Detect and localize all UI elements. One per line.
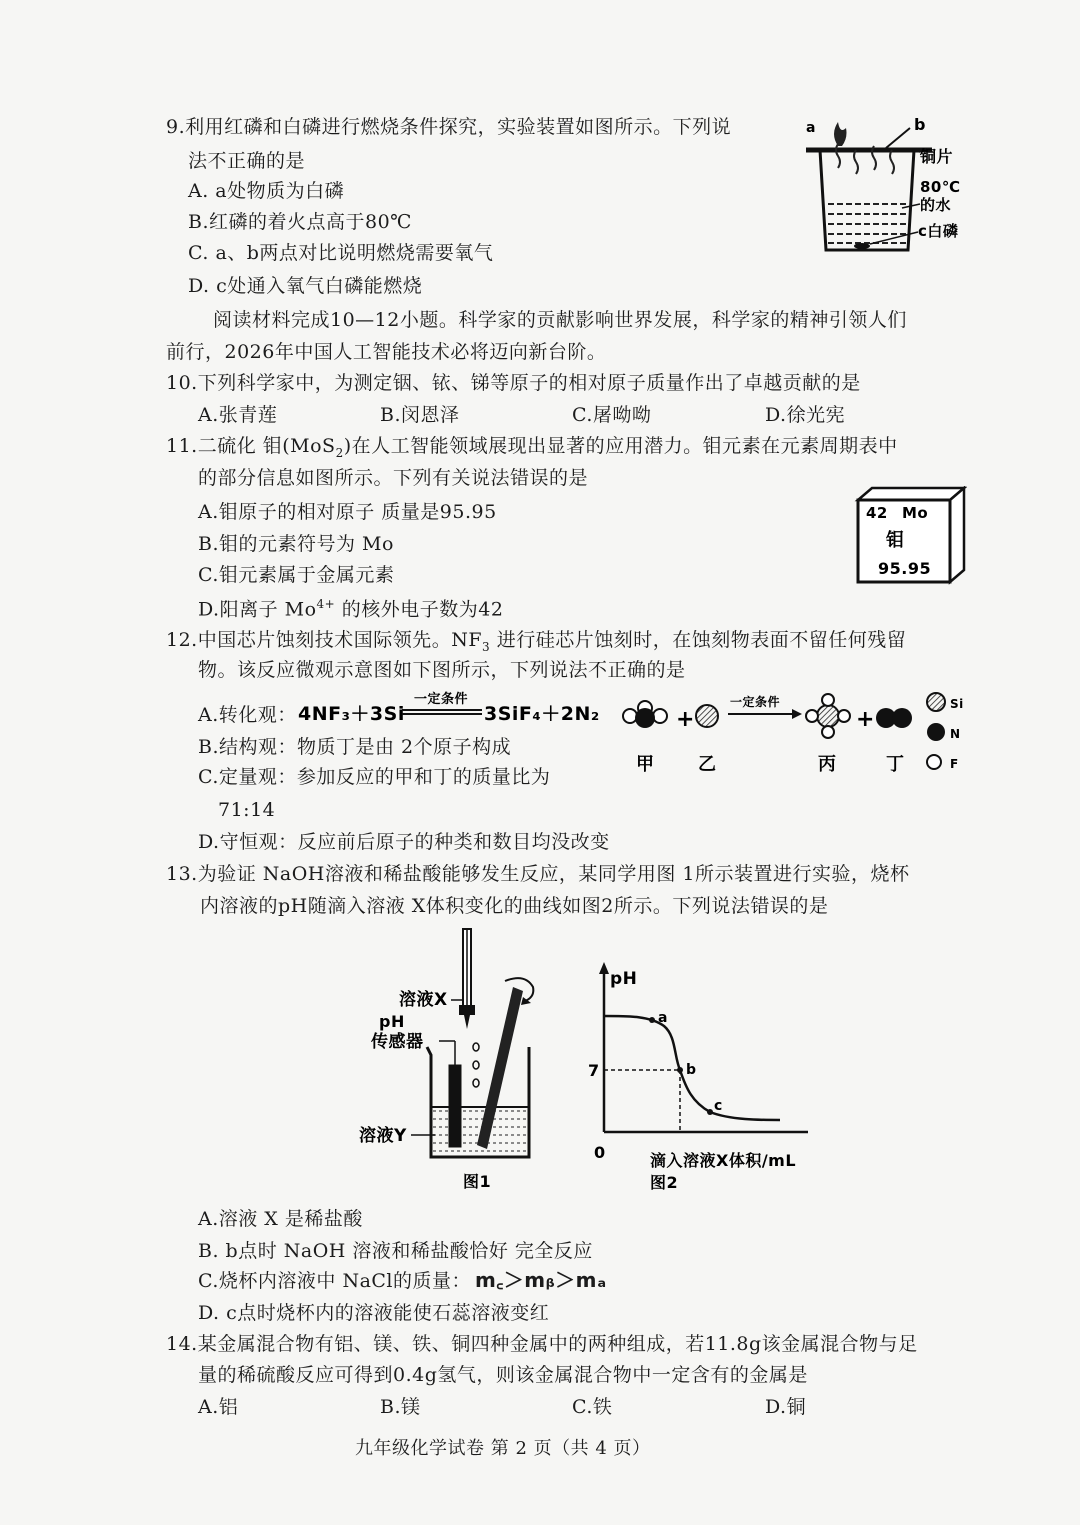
reading-line1: 阅读材料完成10—12小题。科学家的贡献影响世界发展，科学家的精神引领人们 [213,309,907,331]
q9-option-c: C. a、b两点对比说明燃烧需要氧气 [188,242,494,264]
q9-option-a: A. a处物质为白磷 [188,180,345,202]
q12-equation [296,688,606,730]
q9-stem-line2: 法不正确的是 [188,150,306,172]
legend-si-atom [927,693,945,711]
legend-n-atom [927,723,945,741]
q9-label-b: b [914,115,926,134]
q13-option-c: C.烧杯内溶液中 NaCl的质量： [198,1270,472,1292]
q9-label-water-temp: 80℃ [920,178,961,196]
q9-option-d: D. c处通入氧气白磷能燃烧 [188,275,423,297]
q12-stem-line1: 12.中国芯片蚀刻技术国际领先。$NF_3$ 进行硅芯片蚀刻时，在蚀刻物表面不留任何残留 [166,629,907,654]
q10-option-a: A.张青莲 [198,404,278,426]
diagram-condition: 一定条件 [730,695,781,709]
q9-label-a: a [806,120,816,136]
element-mass: 95.95 [878,559,932,578]
reading-line2: 前行，2026年中国人工智能技术必将迈向新台阶。 [166,341,607,363]
q13-figure2-ph-curve [580,960,815,1195]
molecule-yi [696,705,718,727]
fig2-origin: 0 [594,1143,606,1162]
q12-option-c-ratio: 71:14 [218,799,276,821]
q13-stem-line1: 13.为验证 NaOH溶液和稀盐酸能够发生反应，某同学用图 1所示装置进行实验，烧杯 [166,863,910,885]
q9-option-b: B.红磷的着火点高于80℃ [188,211,412,233]
fig2-point-c: c [714,1098,723,1114]
fig1-label-ph: pH [379,1012,405,1031]
q12-option-a: A.转化观： [198,704,297,726]
q11-option-b: B.钼的元素符号为 Mo [198,533,394,555]
q13-option-b: B. b点时 NaOH 溶液和稀盐酸恰好 完全反应 [198,1240,593,1262]
fig2-xlabel: 滴入溶液X体积/mL [650,1151,797,1170]
q9-label-water: 的水 [920,196,952,214]
q9-stem-line1: 9.利用红磷和白磷进行燃烧条件探究，实验装置如图所示。下列说 [166,116,732,138]
q13-stem-line2: 内溶液的pH随滴入溶液 X体积变化的曲线如图2所示。下列说法错误的是 [200,895,829,917]
q10-option-d: D.徐光宪 [765,404,846,426]
svg-text:+: + [676,707,695,732]
fig2-ylabel: pH [610,969,638,989]
molecule-jia [623,701,667,728]
q9-apparatus-figure [790,108,970,258]
legend-n: N [950,727,961,741]
q14-option-a: A.铝 [198,1396,239,1418]
q11-option-a: A.钼原子的相对原子 质量是95.95 [198,501,497,523]
q11-stem-line1: 11.二硫化 钼(MoS$_2$)在人工智能领域展现出显著的应用潜力。钼元素在元素周期表中 [166,435,898,460]
q14-option-c: C.铁 [572,1396,613,1418]
element-symbol: Mo [902,504,929,522]
q13-option-c-expression: m꜀＞mᵦ＞mₐ [475,1268,607,1292]
svg-text:+: + [856,707,875,732]
fig2-caption: 图2 [650,1173,679,1192]
legend-f: F [950,757,959,771]
q11-stem-line2: 的部分信息如图所示。下列有关说法错误的是 [198,467,589,489]
label-yi: 乙 [698,754,717,775]
legend-si: Si [950,697,964,711]
fig1-caption: 图1 [463,1172,492,1191]
fig1-label-soly: 溶液Y [359,1126,407,1146]
label-bing: 丙 [818,754,837,775]
q9-label-copper: 铜片 [920,147,954,166]
fig1-label-sensor: 传感器 [371,1032,424,1052]
q11-option-c: C.钼元素属于金属元素 [198,564,395,586]
equation-products: 3SiF₄＋2N₂ [484,703,600,725]
point-b [677,1067,683,1073]
q10-option-c: C.屠呦呦 [572,404,652,426]
q13-option-d: D. c点时烧杯内的溶液能使石蕊溶液变红 [198,1302,550,1324]
q12-stem-line2: 物。该反应微观示意图如下图所示，下列说法不正确的是 [198,659,686,681]
q12-micro-diagram [610,686,965,778]
molecule-ding [876,708,912,728]
q13-option-a: A.溶液 X 是稀盐酸 [198,1208,363,1230]
q10-option-b: B.闵恩泽 [380,404,460,426]
q11-option-d: D.阳离子 $Mo^{4+}$ 的核外电子数为42 [198,597,504,621]
point-c [707,1109,713,1115]
element-number: 42 [866,504,888,522]
q14-option-b: B.镁 [380,1396,421,1418]
equation-condition: 一定条件 [414,692,469,707]
q14-stem-line2: 量的稀硫酸反应可得到0.4g氢气，则该金属混合物中一定含有的金属是 [198,1364,808,1386]
label-jia: 甲 [636,754,655,775]
q11-element-card [852,486,967,586]
label-ding: 丁 [886,754,905,775]
q10-stem: 10.下列科学家中，为测定铟、铱、锑等原子的相对原子质量作出了卓越贡献的是 [166,372,861,394]
fig2-point-b: b [686,1062,697,1078]
q12-option-c: C.定量观：参加反应的甲和丁的质量比为 [198,766,551,788]
q12-option-b: B.结构观：物质丁是由 2个原子构成 [198,736,512,758]
q13-figure1-apparatus [355,925,560,1195]
fig2-point-a: a [658,1010,668,1026]
q9-label-c: c白磷 [918,222,959,240]
q14-option-d: D.铜 [765,1396,807,1418]
q14-stem-line1: 14.某金属混合物有铝、镁、铁、铜四种金属中的两种组成，若11.8g该金属混合物与足 [166,1333,918,1355]
page-footer: 九年级化学试卷 第 2 页（共 4 页） [355,1438,651,1459]
element-name: 钼 [886,530,905,551]
legend-f-atom [927,755,941,769]
fig1-label-solx: 溶液X [399,990,448,1010]
fig2-tick-7: 7 [588,1061,600,1080]
molecule-bing [806,694,850,738]
point-a [649,1017,655,1023]
equation-reactants: 4NF₃＋3Si [298,703,405,725]
q12-option-d: D.守恒观：反应前后原子的种类和数目均没改变 [198,831,610,853]
